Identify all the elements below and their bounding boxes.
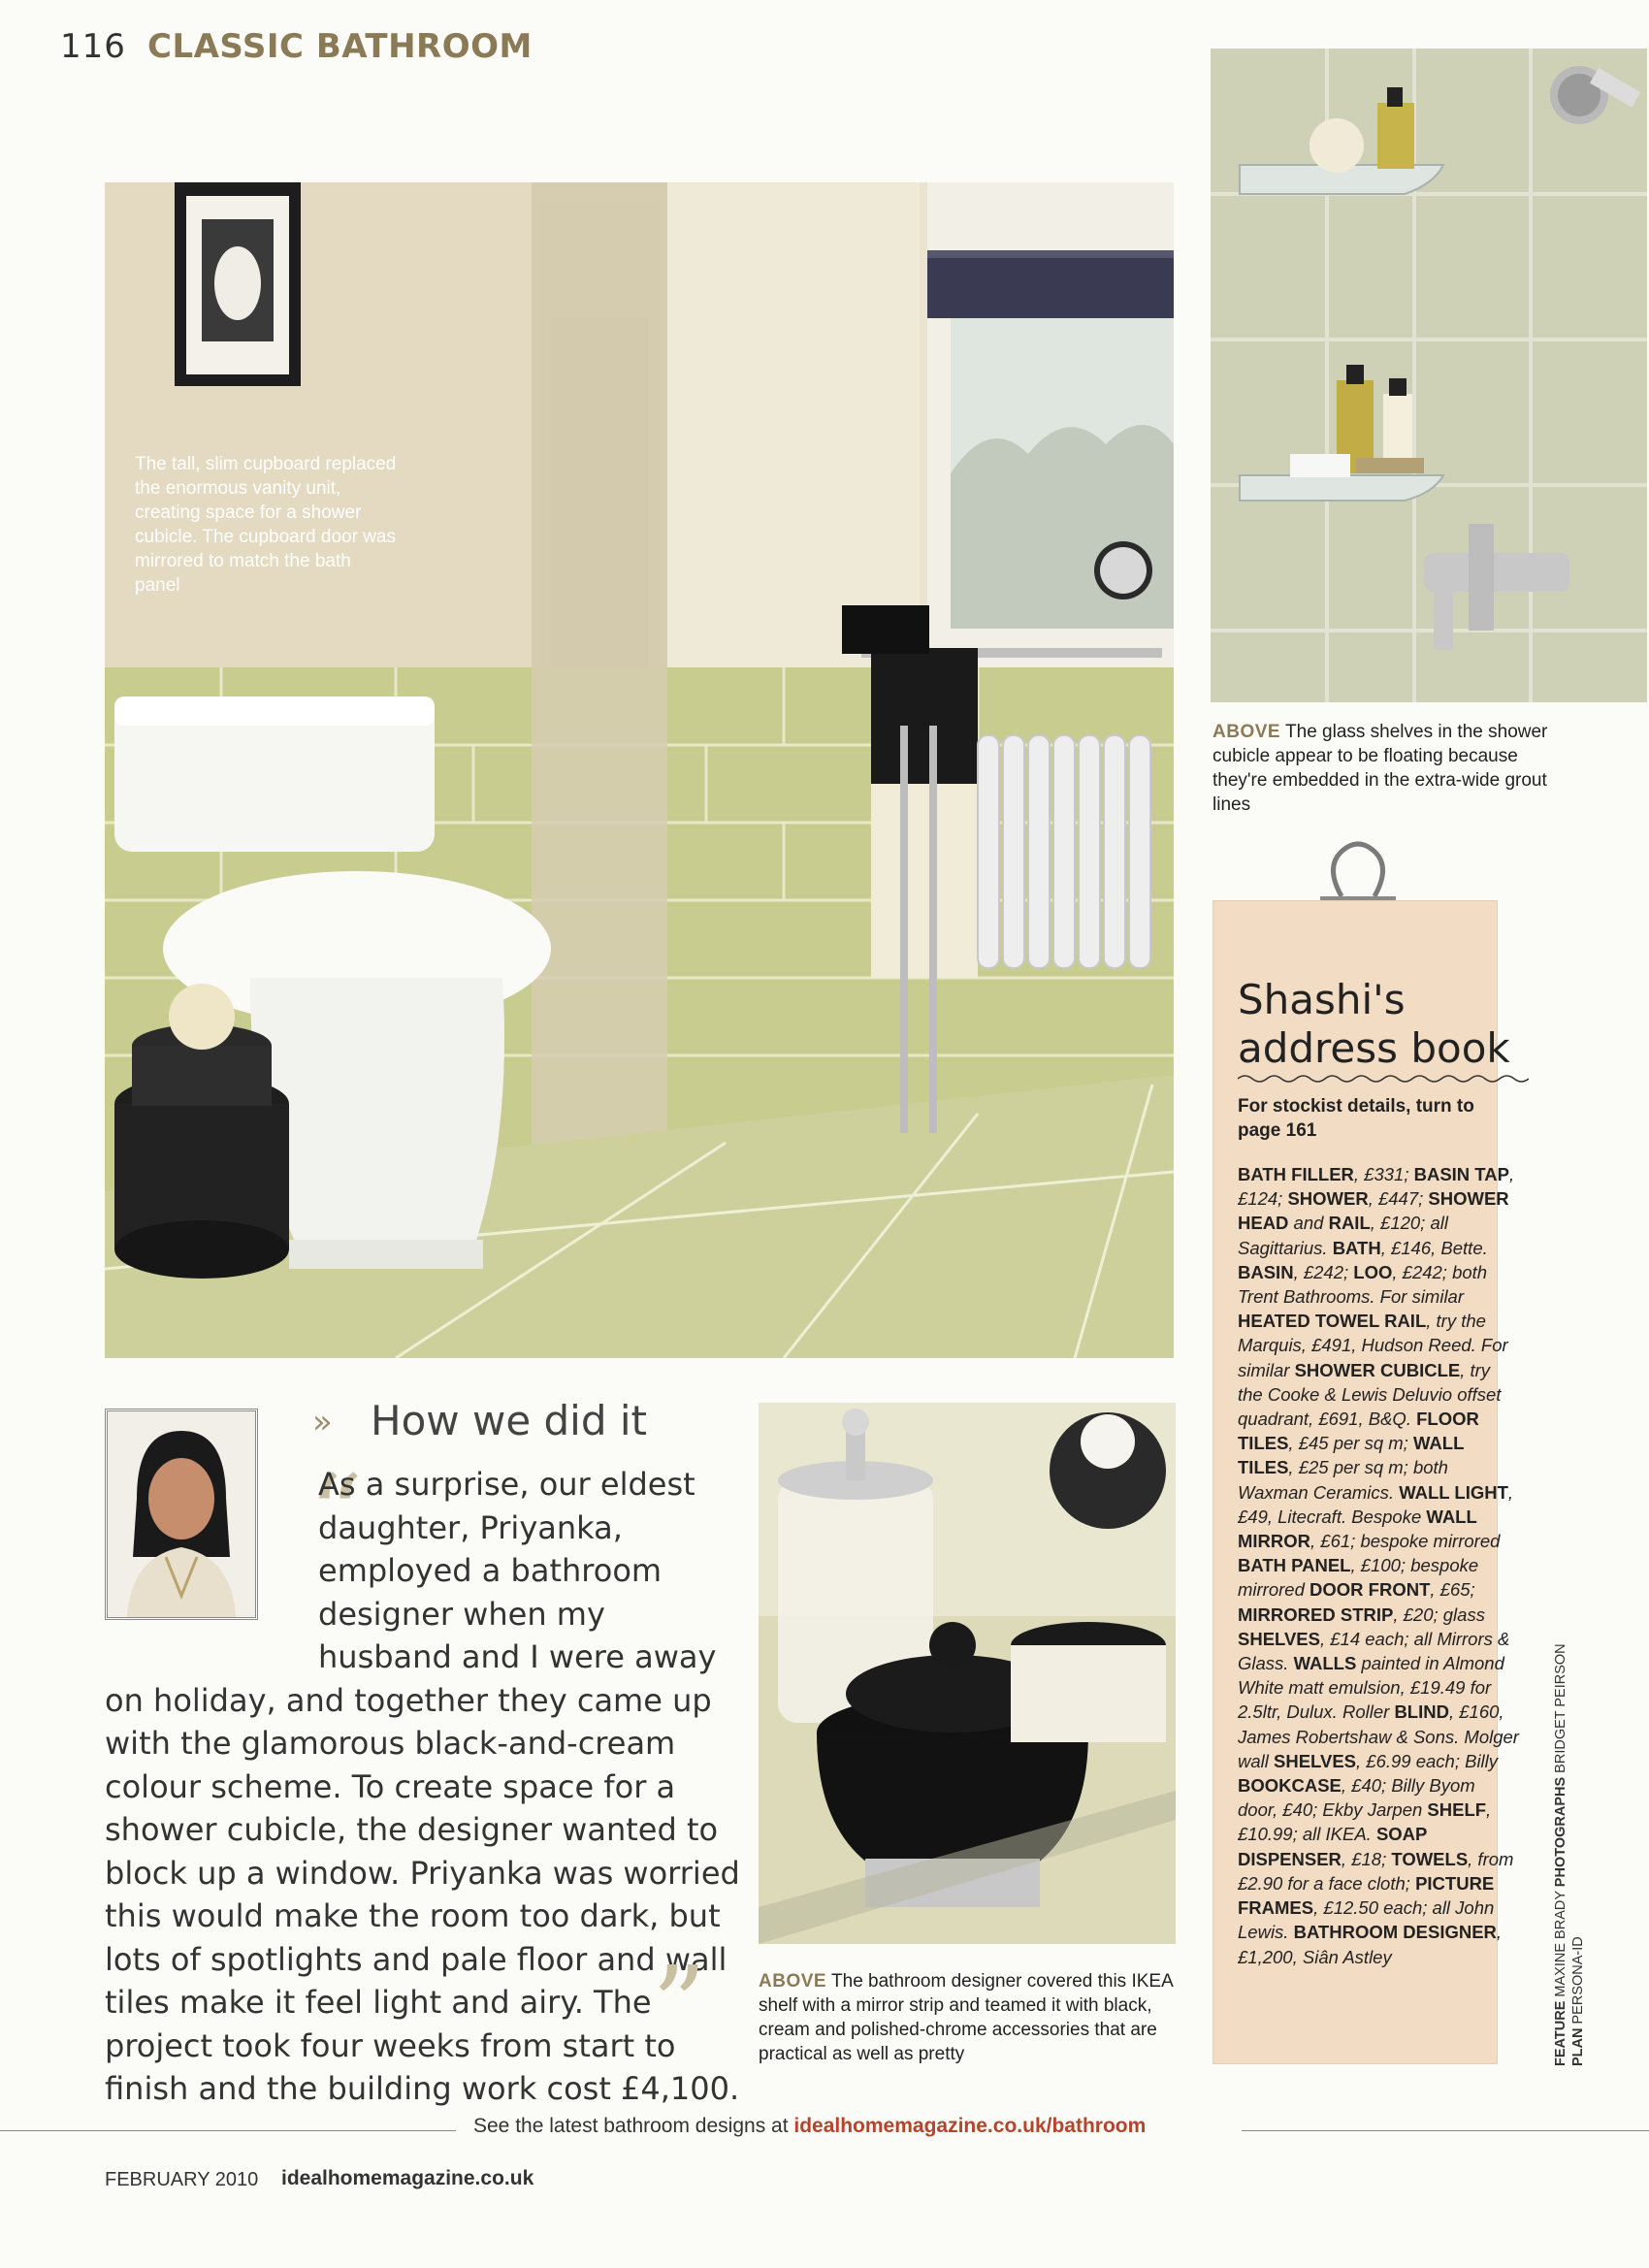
address-item-detail: , £25 per sq m; both Waxman Ceramics.	[1238, 1457, 1448, 1503]
section-title: CLASSIC BATHROOM	[147, 27, 533, 66]
address-book-title	[1238, 976, 1510, 1073]
address-item-name: WALL LIGHT	[1399, 1481, 1508, 1503]
address-item-detail: , £331;	[1353, 1164, 1414, 1184]
address-item-detail: , £242;	[1293, 1261, 1354, 1282]
photo-credits	[1552, 1643, 1587, 2066]
issue-date: FEBRUARY 2010	[105, 2169, 259, 2190]
address-item-name: SHOWER CUBICLE	[1294, 1359, 1461, 1380]
credit-plan-label: PLAN	[1570, 2027, 1586, 2066]
address-item-detail: , try the Cooke & Lewis Deluvio offset quadrant, £691, B&Q.	[1238, 1359, 1502, 1430]
accessories-illustration	[759, 1403, 1176, 1944]
address-book-list	[1238, 1162, 1519, 1969]
accessories-caption	[759, 1969, 1185, 2066]
address-item-name: FLOOR TILES	[1238, 1409, 1479, 1454]
address-item-name: MIRRORED STRIP	[1238, 1604, 1394, 1625]
shower-caption-text: The glass shelves in the shower cubicle appear to be floating because they're embedded in the extra-wide grout lines	[1212, 722, 1548, 815]
address-item-detail: , £49, Litecraft. Bespoke	[1238, 1481, 1514, 1527]
close-quote-icon: ”	[652, 1943, 707, 2067]
address-item-name: BASIN TAP	[1413, 1164, 1509, 1184]
address-item-name: BLIND	[1394, 1701, 1449, 1723]
address-item-detail: , £14 each; all Mirrors & Glass.	[1238, 1628, 1510, 1674]
address-item-detail: , £61; bespoke mirrored	[1310, 1531, 1501, 1552]
address-item-detail: , £12.50 each; all John Lewis.	[1238, 1897, 1495, 1943]
shower-illustration	[1211, 49, 1647, 702]
wavy-divider	[1238, 1073, 1529, 1085]
address-item-detail: , £124;	[1238, 1164, 1515, 1210]
bathroom-illustration	[105, 182, 1174, 1358]
accessories-photo	[759, 1403, 1176, 1944]
address-item-detail: , £65;	[1430, 1579, 1475, 1601]
address-book-title-line2: address book	[1238, 1024, 1510, 1072]
address-item-detail: , £100; bespoke mirrored	[1238, 1555, 1479, 1601]
address-item-detail: , £45 per sq m;	[1288, 1433, 1413, 1454]
story-body: As a surprise, our eldest daughter, Priyanka, employed a bathroom designer when my husband and I were away on holiday, and together they came up with the glamorous black-and-cream colour scheme. To create space for a shower cubicle, the designer wanted to block up a window. Priyanka was worried this would make the room too dark, but lots of spotlights and pale floor and wall tiles make it feel light and airy. The project took four weeks from start to finish and the building work cost £4,100.	[105, 1466, 740, 2107]
credit-photographs-label: PHOTOGRAPHS	[1553, 1776, 1568, 1888]
address-item-name: SHELVES	[1238, 1628, 1320, 1649]
address-item-name: BOOKCASE	[1238, 1775, 1342, 1797]
how-we-did-it-title: How we did it	[371, 1397, 647, 1444]
footer-cta-link[interactable]: idealhomemagazine.co.uk/bathroom	[793, 2115, 1147, 2137]
footer-rule-left	[0, 2130, 456, 2131]
address-item-name: HEATED TOWEL RAIL	[1238, 1311, 1427, 1332]
credit-feature-label: FEATURE	[1553, 2000, 1568, 2066]
main-bathroom-photo	[105, 182, 1174, 1358]
address-item-detail: , £18;	[1341, 1848, 1392, 1869]
address-item-detail: , £447;	[1368, 1188, 1429, 1210]
accessories-caption-text: The bathroom designer covered this IKEA shelf with a mirror strip and teamed it with black, cream and polished-chrome accessories that are practical as well as pretty	[759, 1971, 1173, 2064]
address-item-detail: , from £2.90 for a face cloth;	[1238, 1848, 1514, 1894]
address-item-name: WALL TILES	[1238, 1433, 1465, 1478]
address-item-name: LOO	[1353, 1261, 1393, 1282]
footer-cta-text: See the latest bathroom designs at	[473, 2115, 794, 2137]
address-item-name: SHOWER	[1287, 1188, 1369, 1210]
shower-photo	[1211, 49, 1647, 702]
stockist-note: For stockist details, turn to page 161	[1238, 1096, 1474, 1141]
credit-plan-name: PERSONA-ID	[1570, 1936, 1586, 2025]
accessories-caption-label: ABOVE	[759, 1971, 827, 1992]
address-item-detail: , try the Marquis, £491, Hudson Reed. For similar	[1238, 1311, 1508, 1380]
address-item-detail: , £146, Bette.	[1380, 1237, 1488, 1258]
address-item-detail: , £120; all Sagittarius.	[1238, 1213, 1448, 1258]
address-item-name: BATH FILLER	[1238, 1164, 1354, 1184]
address-item-name: WALL MIRROR	[1238, 1506, 1477, 1552]
address-item-name: TOWELS	[1391, 1848, 1469, 1869]
address-item-detail: , £242; both Trent Bathrooms. For similar	[1238, 1261, 1488, 1308]
address-item-name: SHELF	[1427, 1799, 1487, 1821]
address-item-name: BATH PANEL	[1238, 1555, 1351, 1576]
credit-photographs-name: BRIDGET PEIRSON	[1553, 1643, 1568, 1773]
address-book-title-line1: Shashi's	[1238, 976, 1406, 1023]
shower-caption-label: ABOVE	[1212, 722, 1281, 742]
address-item-name: SHOWER HEAD	[1238, 1188, 1509, 1234]
story-text	[105, 1452, 743, 2111]
address-item-name: WALLS	[1293, 1653, 1357, 1674]
address-item-detail: , £40; Billy Byom door, £40; Ekby Jarpen	[1238, 1775, 1475, 1821]
footer-rule-right	[1242, 2130, 1649, 2131]
address-item-name: BATH	[1332, 1237, 1381, 1258]
address-item-name: SHELVES	[1274, 1750, 1356, 1771]
address-item-detail: , £20; glass	[1393, 1604, 1485, 1625]
open-quote-icon: “	[308, 1452, 364, 1576]
address-item-detail: , £160, James Robertshaw & Sons. Molger wall	[1238, 1701, 1519, 1771]
chevron-right-icon: »	[312, 1403, 333, 1442]
address-item-name: DOOR FRONT	[1310, 1579, 1431, 1601]
shower-caption	[1212, 720, 1562, 817]
page-number: 116	[60, 27, 126, 66]
credit-feature-name: MAXINE BRADY	[1553, 1891, 1568, 1997]
address-item-detail: , £6.99 each; Billy	[1356, 1750, 1499, 1771]
address-item-name: SOAP DISPENSER	[1238, 1824, 1428, 1869]
address-item-detail: painted in Almond White matt emulsion, £19.49 for 2.5ltr, Dulux. Roller	[1238, 1653, 1504, 1723]
address-item-name: PICTURE FRAMES	[1238, 1872, 1495, 1919]
address-item-detail: , £10.99; all IKEA.	[1238, 1799, 1492, 1845]
main-photo-caption: The tall, slim cupboard replaced the enormous vanity unit, creating space for a shower cubicle. The cupboard door was mirrored to match the bath panel	[135, 454, 397, 596]
address-item-detail: and	[1288, 1213, 1329, 1234]
address-item-detail: , £1,200, Siân Astley	[1238, 1922, 1503, 1967]
footer-site[interactable]: idealhomemagazine.co.uk	[281, 2167, 534, 2189]
address-item-name: BATHROOM DESIGNER	[1293, 1922, 1497, 1943]
address-item-name: BASIN	[1238, 1261, 1294, 1282]
address-item-name: RAIL	[1328, 1213, 1371, 1234]
footer-cta	[473, 2115, 1146, 2138]
